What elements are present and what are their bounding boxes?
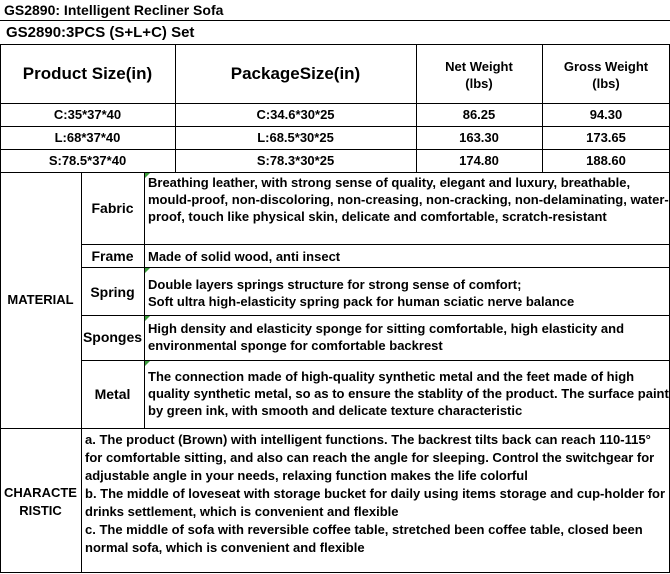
header-package-size: PackageSize(in) [230,64,361,83]
characteristic-desc: a. The product (Brown) with intelligent functions. The backrest tilts back can reach 110-115° for comfortable sitting, and also can reach the angle for sleeping. Control the switchgear for adjustable angle in your needs, relaxing function makes the life colorful b. The middle of loveseat with storage bucket for daily using items storage and cup-holder for drinks settlement, which is convenient and flexible c. The middle of sofa with reversible coffee table, stretched been coffee table, closed been normal sofa, which is convenient and flexible [85,432,666,555]
material-frame-desc: Made of solid wood, anti insect [148,249,341,264]
cell-package-l: L:68.5*30*25 [257,130,334,145]
cell-gross-c: 94.30 [589,107,623,122]
cell-gross-s: 188.60 [586,153,626,168]
header-product-size: Product Size(in) [22,64,153,83]
rule [0,126,670,127]
cell-net-l: 163.30 [459,130,499,145]
document-subtitle: GS2890:3PCS (S+L+C) Set [6,24,195,41]
cell-package-s: S:78.3*30*25 [256,153,335,168]
rule [81,267,670,268]
cell-product-l: L:68*37*40 [54,130,121,145]
rule [0,149,670,150]
rule [0,20,670,21]
material-sponges-desc: High density and elasticity sponge for sitting comfortable, high elasticity and environmental sponge for comfortable backrest [148,321,625,353]
cell-net-s: 174.80 [459,153,499,168]
rule [81,244,670,245]
material-sponges-label: Sponges [82,329,143,345]
material-fabric-desc: Breathing leather, with strong sense of quality, elegant and luxury, breathable, mould-proof, non-discoloring, non-creasing, non-cracking, non-delaminating, water-proof, touch like physical skin, delicate and comfortable, scratch-resistant [148,175,669,224]
document-title: GS2890: Intelligent Recliner Sofa [4,2,224,18]
comment-marker [145,361,150,366]
material-metal-label: Metal [94,386,131,402]
cell-product-s: S:78.5*37*40 [48,153,127,168]
rule [0,172,670,173]
header-net-weight: Net Weight (lbs) [445,59,513,91]
material-spring-label: Spring [90,284,135,300]
cell-net-c: 86.25 [462,107,496,122]
rule [0,428,670,429]
rule [0,44,670,45]
cell-gross-l: 173.65 [586,130,626,145]
rule [81,360,670,361]
cell-product-c: C:35*37*40 [53,107,122,122]
rule [0,572,670,573]
material-metal-desc: The connection made of high-quality synthetic metal and the feet made of high quality synthetic metal, so as to ensure the stablity of the product. The surface paint by green ink, with smooth and delicate texture characteristic [148,369,669,418]
material-spring-desc: Double layers springs structure for strong sense of comfort; Soft ultra high-elasticity spring pack for human sciatic nerve balance [148,277,575,309]
material-label: MATERIAL [7,292,74,307]
rule [0,103,670,104]
material-frame-label: Frame [91,248,134,264]
header-gross-weight: Gross Weight (lbs) [563,59,649,91]
material-fabric-label: Fabric [91,200,134,216]
characteristic-label: CHARACTE RISTIC [4,485,77,518]
cell-package-c: C:34.6*30*25 [256,107,335,122]
comment-marker [145,268,150,273]
rule [81,315,670,316]
